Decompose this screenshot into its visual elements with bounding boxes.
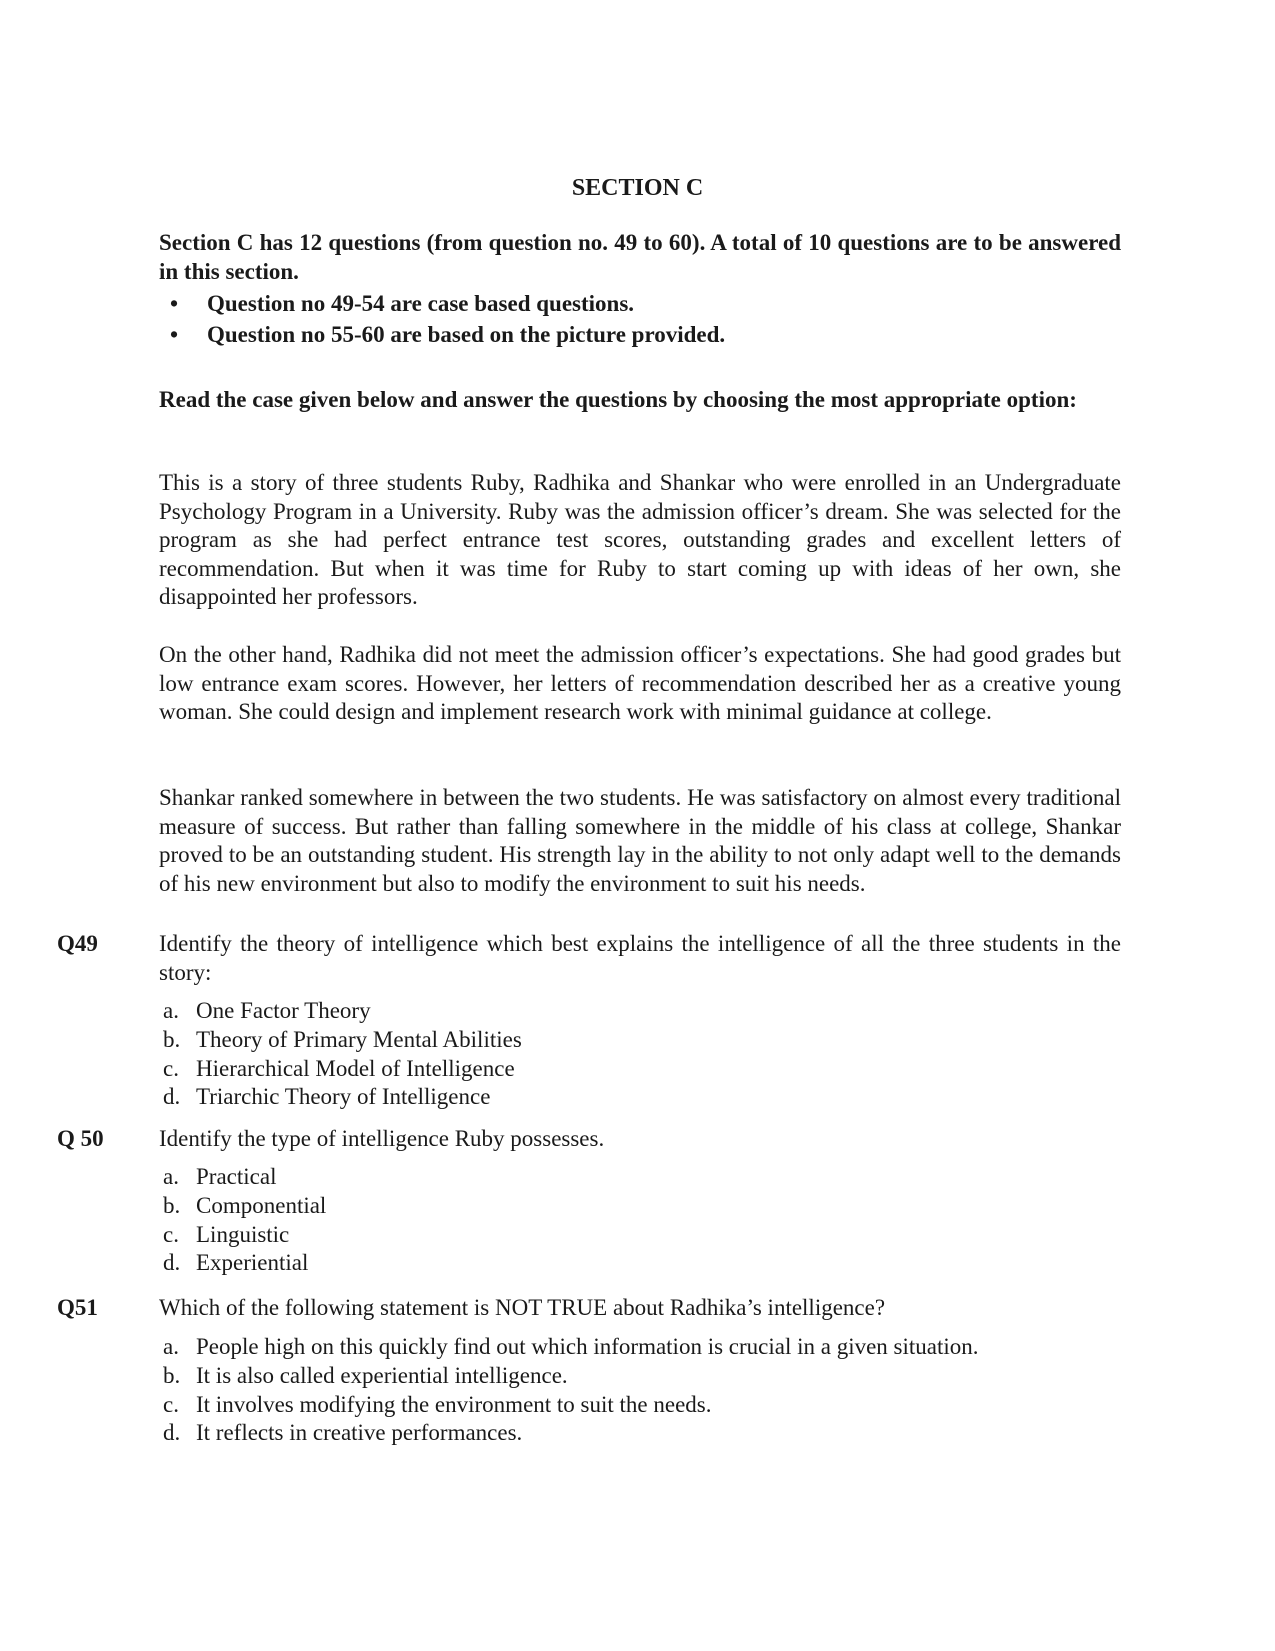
- option-item: [159, 1333, 1121, 1362]
- question-text: Identify the type of intelligence Ruby possesses.: [159, 1126, 605, 1151]
- option-letter: b.: [163, 1192, 181, 1218]
- option-letter: d.: [163, 1084, 181, 1110]
- option-letter: d.: [163, 1250, 181, 1276]
- option-text: Practical: [196, 1164, 277, 1189]
- option-text: People high on this quickly find out which information is crucial in a given situation.: [196, 1334, 979, 1359]
- option-item: [159, 1083, 1121, 1112]
- option-letter: b.: [163, 1026, 181, 1052]
- bullet-text: Question no 49-54 are case based questions.: [207, 291, 635, 316]
- bullet-icon: •: [170, 291, 179, 316]
- option-letter: c.: [163, 1221, 179, 1247]
- option-list: [159, 1163, 1121, 1278]
- option-item: [159, 1362, 1121, 1391]
- case-paragraph: This is a story of three students Ruby, Radhika and Shankar who were enrolled in an Undergraduate Psychology Program in a University. Ruby was the admission officer’s dream. She was selected for the program as she had perfect entrance test scores, outstanding grades and excellent letters of recommendation. But when it was time for Ruby to start coming up with ideas of her own, she disappointed her professors.: [159, 470, 1121, 609]
- option-item: [159, 1249, 1121, 1278]
- section-bullet-list: [170, 288, 725, 350]
- option-text: Hierarchical Model of Intelligence: [196, 1055, 515, 1081]
- question-number: Q51: [57, 1295, 98, 1320]
- option-text: Theory of Primary Mental Abilities: [196, 1026, 522, 1052]
- option-item: [159, 1026, 1121, 1055]
- option-text: It is also called experiential intelligence.: [196, 1362, 568, 1388]
- question-number: Q49: [57, 931, 98, 956]
- option-letter: a.: [163, 1334, 179, 1359]
- case-paragraph: Shankar ranked somewhere in between the two students. He was satisfactory on almost every traditional measure of success. But rather than falling somewhere in the middle of his class at college, Shankar proved to be an outstanding student. His strength lay in the ability to not only adapt well to the demands of his new environment but also to modify the environment to suit his needs.: [159, 785, 1121, 896]
- option-item: [159, 1391, 1121, 1420]
- option-letter: d.: [163, 1420, 181, 1446]
- option-item: [159, 1419, 1121, 1448]
- option-letter: b.: [163, 1362, 181, 1388]
- option-text: Experiential: [196, 1250, 309, 1276]
- question-text: Identify the theory of intelligence which best explains the intelligence of all the three students in the story:: [159, 931, 1121, 985]
- section-title: SECTION C: [571, 175, 704, 201]
- bullet-icon: •: [170, 322, 179, 347]
- question-text: Which of the following statement is NOT TRUE about Radhika’s intelligence?: [159, 1295, 886, 1320]
- bullet-item: [170, 319, 725, 350]
- bullet-text: Question no 55-60 are based on the picture provided.: [207, 322, 726, 347]
- option-text: One Factor Theory: [196, 998, 371, 1023]
- option-item: [159, 997, 1121, 1026]
- option-item: [159, 1221, 1121, 1250]
- question-number: Q 50: [57, 1126, 104, 1151]
- option-letter: c.: [163, 1391, 179, 1417]
- option-item: [159, 1055, 1121, 1084]
- section-intro: Section C has 12 questions (from question no. 49 to 60). A total of 10 questions are to be answered in this section.: [159, 230, 1121, 284]
- option-letter: a.: [163, 1164, 179, 1189]
- option-letter: a.: [163, 998, 179, 1023]
- option-text: It involves modifying the environment to suit the needs.: [196, 1391, 712, 1417]
- bullet-item: [170, 288, 725, 319]
- option-item: [159, 1192, 1121, 1221]
- option-list: [159, 1333, 1121, 1448]
- option-text: Componential: [196, 1192, 327, 1218]
- option-letter: c.: [163, 1055, 179, 1081]
- option-text: Linguistic: [196, 1221, 290, 1247]
- case-paragraph: On the other hand, Radhika did not meet the admission officer’s expectations. She had good grades but low entrance exam scores. However, her letters of recommendation described her as a creative young woman. She could design and implement research work with minimal guidance at college.: [159, 642, 1121, 724]
- option-list: [159, 997, 1121, 1112]
- option-text: Triarchic Theory of Intelligence: [196, 1084, 491, 1110]
- option-text: It reflects in creative performances.: [196, 1420, 523, 1446]
- option-item: [159, 1163, 1121, 1192]
- case-instruction: Read the case given below and answer the questions by choosing the most appropriate option:: [159, 387, 1077, 412]
